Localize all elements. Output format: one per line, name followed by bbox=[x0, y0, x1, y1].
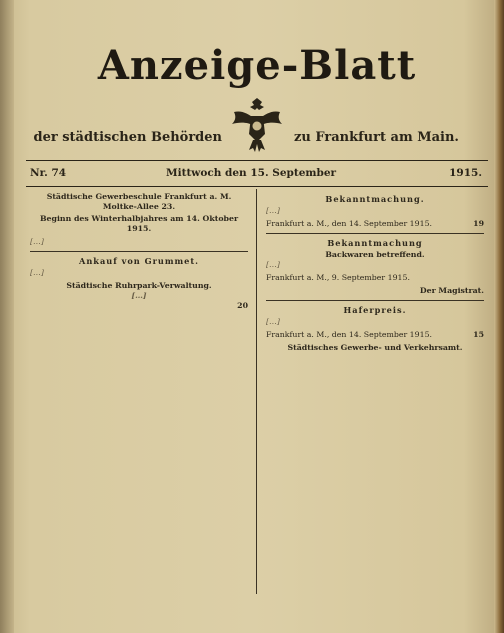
right-column bbox=[266, 192, 484, 353]
school-address: Moltke-Allee 23. bbox=[102, 202, 176, 211]
notice1-heading: Bekanntmachung. bbox=[325, 194, 425, 204]
announcement-body: […] bbox=[30, 268, 44, 277]
page-edge bbox=[494, 0, 504, 633]
issue-number: Nr. 74 bbox=[30, 167, 67, 179]
masthead-rule-bottom bbox=[26, 186, 488, 187]
notice3-heading: Haferpreis. bbox=[343, 305, 407, 315]
announcement-heading: Ankauf von Grummet. bbox=[78, 256, 200, 266]
eagle-crest-icon bbox=[226, 92, 288, 156]
section-rule bbox=[266, 233, 484, 234]
section-rule bbox=[30, 251, 248, 252]
masthead-title: Anzeige-Blatt bbox=[97, 42, 417, 89]
school-header: Städtische Gewerbeschule Frankfurt a. M. bbox=[46, 192, 232, 201]
book-binding bbox=[0, 0, 14, 633]
notice1-body: […] bbox=[266, 206, 280, 215]
issue-line bbox=[26, 164, 488, 184]
announcement-signature: Städtische Ruhrpark-Verwaltung. bbox=[66, 281, 212, 290]
notice3-body: […] bbox=[266, 317, 280, 326]
announcement-signature-sub: […] bbox=[131, 291, 147, 300]
notice1-number: 19 bbox=[473, 219, 484, 228]
notice2-authority: Der Magistrat. bbox=[419, 286, 484, 295]
section-rule bbox=[266, 300, 484, 301]
notice3-number: 15 bbox=[473, 330, 484, 339]
notice2-body: […] bbox=[266, 260, 280, 269]
notice2-subheading: Backwaren betreffend. bbox=[325, 250, 425, 259]
notice3-signature: Frankfurt a. M., den 14. September 1915. bbox=[266, 330, 433, 339]
masthead-rule-top bbox=[26, 160, 488, 161]
notice2-signature: Frankfurt a. M., 9. September 1915. bbox=[266, 273, 410, 282]
column-divider bbox=[256, 189, 257, 594]
term-start: Beginn des Winterhalbjahres am 14. Oktober 1915. bbox=[39, 214, 239, 233]
notice1-signature-line bbox=[266, 219, 484, 229]
issue-date: Mittwoch den 15. September bbox=[166, 167, 337, 179]
notice2-heading: Bekanntmachung bbox=[327, 238, 423, 248]
masthead-subtitle-left: der städtischen Behörden bbox=[33, 130, 222, 145]
notice3-authority: Städtisches Gewerbe- und Verkehrsamt. bbox=[287, 343, 463, 352]
masthead bbox=[26, 14, 488, 160]
issue-year: 1915. bbox=[449, 167, 482, 179]
notice3-signature-line bbox=[266, 330, 484, 340]
announcement-number: 20 bbox=[237, 301, 248, 310]
newspaper-page bbox=[26, 14, 488, 620]
left-column bbox=[30, 192, 248, 314]
school-body: […] bbox=[30, 237, 44, 246]
masthead-subtitle-right: zu Frankfurt am Main. bbox=[294, 130, 459, 145]
notice1-signature: Frankfurt a. M., den 14. September 1915. bbox=[266, 219, 433, 228]
